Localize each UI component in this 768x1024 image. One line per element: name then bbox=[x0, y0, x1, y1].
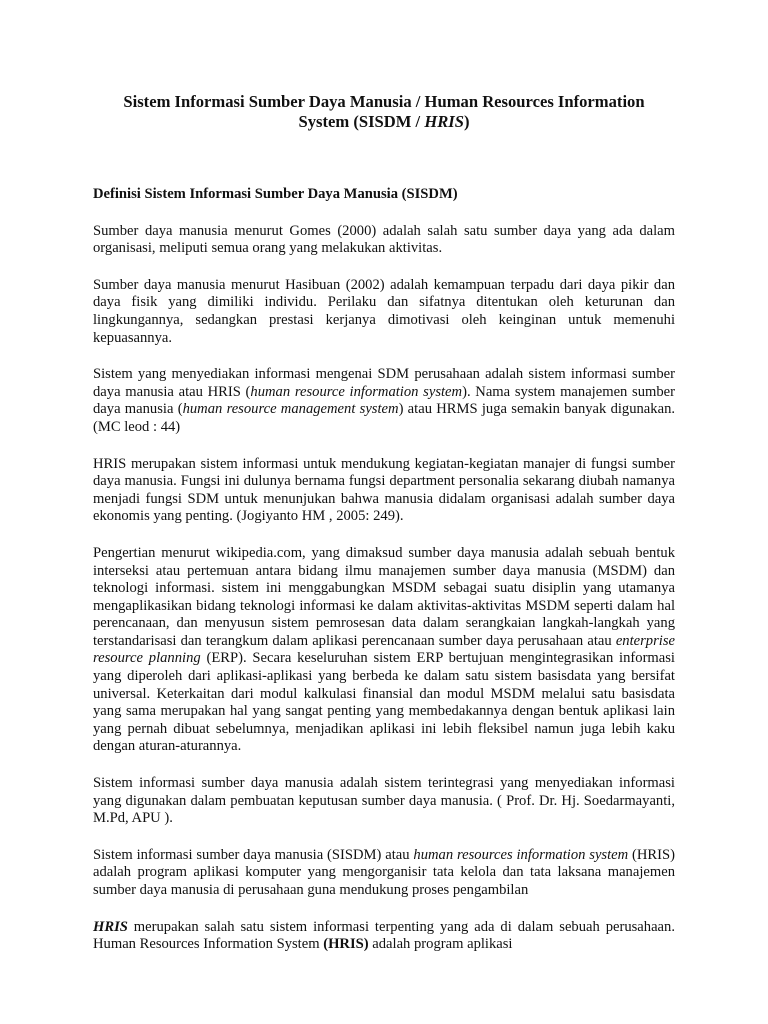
paragraph bbox=[93, 223, 675, 258]
title-close: ) bbox=[463, 112, 470, 131]
paragraph-text-segment: HRIS bbox=[93, 918, 128, 935]
paragraph-text-segment: Sistem informasi sumber daya manusia (SISDM) atau bbox=[93, 846, 414, 863]
paragraph-text-segment: Sistem yang menyediakan informasi mengenai SDM perusahaan adalah sistem informasi sumber daya manusia atau HRIS ( bbox=[93, 366, 675, 400]
paragraph-text-segment: human resource information system bbox=[250, 383, 463, 400]
document-page bbox=[93, 92, 675, 954]
paragraph bbox=[93, 919, 675, 954]
paragraph-text-segment: Sumber daya manusia menurut Gomes (2000) adalah salah satu sumber daya yang ada dalam organisasi, meliputi semua orang yang melakukan aktivitas. bbox=[93, 222, 675, 257]
paragraph-text-segment: (HRIS) adalah program aplikasi komputer yang mengorganisir tata kelola dan tata laksana manajemen sumber daya manusia di perusahaan guna mendukung proses pengambilan bbox=[93, 846, 675, 898]
paragraph-text-segment: ) atau HRMS juga semakin banyak digunakan. (MC leod : 44) bbox=[93, 401, 676, 435]
paragraph-text-segment: enterprise resource planning bbox=[93, 632, 675, 667]
paragraph-text-segment: (ERP). Secara keseluruhan sistem ERP bertujuan mengintegrasikan informasi yang diperoleh dari aplikasi-aplikasi yang berbeda ke dalam satu sistem basisdata yang bersifat universal. Keterkaitan dari modul kalkulasi finansial dan modul MSDM melalui satu basisdata yang sama merupakan hal yang sangat penting yang membedakannya dengan bentuk aplikasi lain yang pernah dibuat sebelumnya, menjadikan aplikasi ini lebih fleksibel namun juga lebih kaku dengan aturan-aturannya. bbox=[93, 650, 675, 755]
paragraph bbox=[93, 545, 675, 756]
document-title bbox=[93, 92, 675, 132]
paragraph bbox=[93, 277, 675, 347]
paragraph bbox=[93, 366, 675, 436]
paragraph-text-segment: adalah program aplikasi bbox=[368, 936, 513, 953]
paragraph-text-segment: (HRIS) bbox=[323, 936, 369, 953]
paragraph-text-segment: human resources information system bbox=[413, 846, 629, 863]
title-hris-italic: HRIS bbox=[424, 112, 464, 131]
paragraph-text-segment: human resource management system bbox=[182, 401, 399, 418]
paragraph-text-segment: Pengertian menurut wikipedia.com, yang dimaksud sumber daya manusia adalah sebuah bentuk interseksi atau pertemuan antara bidang ilmu manajemen sumber daya manusia (MSDM) dan teknologi informasi. sistem ini menggabungkan MSDM sebagai suatu disiplin yang utamanya mengaplikasikan bidang teknologi informasi ke dalam aktivitas-aktivitas MSDM seperti dalam hal perencanaan, dan menyusun sistem pemrosesan data dalam serangkaian langkah-langkah yang terstandarisasi dan terangkum dalam aplikasi perencanaan sumber daya perusahaan atau bbox=[93, 544, 675, 649]
paragraph-text-segment: ). Nama system manajemen sumber daya manusia ( bbox=[93, 383, 676, 418]
section-heading: Definisi Sistem Informasi Sumber Daya Manusia (SISDM) bbox=[93, 186, 458, 202]
paragraph bbox=[93, 847, 675, 900]
paragraph-list bbox=[93, 223, 675, 954]
paragraph bbox=[93, 456, 675, 526]
paragraph-text-segment: merupakan salah satu sistem informasi terpenting yang ada di dalam sebuah perusahaan. Human Resources Information System bbox=[93, 918, 675, 953]
title-text: Sistem Informasi Sumber Daya Manusia / Human Resources Information System (SISDM / bbox=[123, 92, 645, 131]
paragraph-text-segment: HRIS merupakan sistem informasi untuk mendukung kegiatan-kegiatan manajer di fungsi sumber daya manusia. Fungsi ini dulunya bernama fungsi department personalia sekarang diubah namanya menjadi fungsi SDM untuk menunjukan bahwa manusia didalam organisasi adalah sumber daya ekonomis yang penting. (Jogiyanto HM , 2005: 249). bbox=[93, 455, 675, 525]
paragraph bbox=[93, 775, 675, 828]
paragraph-text-segment: Sistem informasi sumber daya manusia adalah sistem terintegrasi yang menyediakan informasi yang digunakan dalam pembuatan keputusan sumber daya manusia. ( Prof. Dr. Hj. Soedarmayanti, M.Pd, APU ). bbox=[93, 775, 675, 827]
paragraph-text-segment: Sumber daya manusia menurut Hasibuan (2002) adalah kemampuan terpadu dari daya pikir dan daya fisik yang dimiliki individu. Perilaku dan sifatnya ditentukan oleh keturunan dan lingkungannya, sedangkan prestasi kerjanya dimotivasi oleh keinginan untuk memenuhi kepuasannya. bbox=[93, 276, 675, 346]
